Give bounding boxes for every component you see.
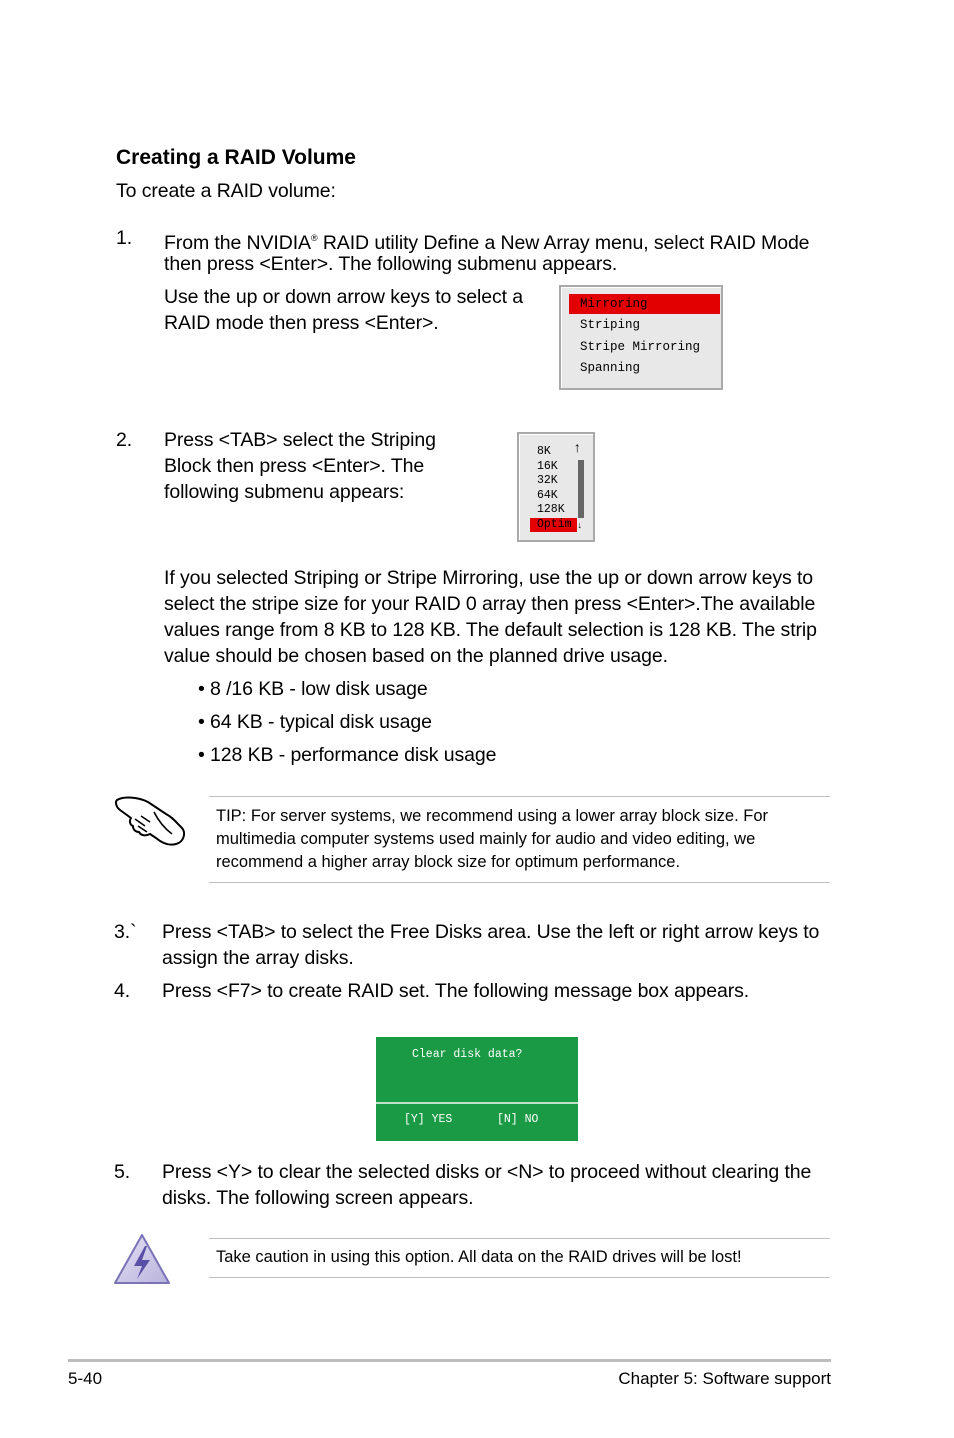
step-1-line2: then press <Enter>. The following submenu appears.	[164, 253, 618, 275]
menu-item-striping[interactable]: Striping	[580, 318, 641, 332]
step-5-line1: Press <Y> to clear the selected disks or <N> to proceed without clearing the	[162, 1161, 812, 1183]
footer-rule	[68, 1359, 831, 1362]
bullet-performance-usage: • 128 KB - performance disk usage	[198, 744, 497, 766]
step-4-line1: Press <F7> to create RAID set. The following message box appears.	[162, 980, 750, 1002]
stripe-option-8k[interactable]: 8K	[537, 445, 551, 458]
yes-button[interactable]: [Y] YES	[404, 1113, 453, 1126]
scroll-down-arrow-icon[interactable]: ↓	[577, 521, 583, 531]
step-1-number: 1.	[116, 227, 133, 249]
tip-line3: recommend a higher array block size for optimum performance.	[216, 853, 681, 871]
step-2-number: 2.	[116, 429, 133, 451]
stripe-option-optim[interactable]: Optim	[537, 518, 572, 531]
step-1-hint-line2: RAID mode then press <Enter>.	[164, 312, 439, 334]
menu-item-spanning[interactable]: Spanning	[580, 361, 641, 375]
page-number: 5-40	[68, 1369, 103, 1388]
bullet-low-usage: • 8 /16 KB - low disk usage	[198, 678, 428, 700]
warning-text: Take caution in using this option. All data on the RAID drives will be lost!	[216, 1248, 742, 1266]
pointing-hand-icon	[114, 790, 188, 848]
intro-text: To create a RAID volume:	[116, 180, 336, 202]
step-2-line2: Block then press <Enter>. The	[164, 455, 425, 477]
step-4-number: 4.	[114, 980, 131, 1002]
tip-line2: multimedia computer systems used mainly for audio and video editing, we	[216, 830, 756, 848]
step-3-number: 3.`	[114, 921, 137, 943]
dialog-message: Clear disk data?	[412, 1048, 523, 1061]
no-button[interactable]: [N] NO	[497, 1113, 539, 1126]
scrollbar[interactable]	[578, 460, 584, 518]
stripe-option-64k[interactable]: 64K	[537, 489, 558, 502]
raid-mode-menu	[559, 285, 723, 390]
tip-bottom-rule	[209, 882, 830, 883]
tip-line1: TIP: For server systems, we recommend using a lower array block size. For	[216, 807, 768, 825]
step-2-line1: Press <TAB> select the Striping	[164, 429, 436, 451]
stripe-size-menu	[517, 432, 595, 542]
tip-top-rule	[209, 796, 830, 797]
step-3-line2: assign the array disks.	[162, 947, 354, 969]
menu-item-stripe-mirroring[interactable]: Stripe Mirroring	[580, 340, 701, 354]
stripe-option-16k[interactable]: 16K	[537, 460, 558, 473]
dialog-divider	[376, 1102, 578, 1104]
step-5-line2: disks. The following screen appears.	[162, 1187, 474, 1209]
stripe-para-line4: value should be chosen based on the planned drive usage.	[164, 645, 668, 667]
stripe-para-line3: values range from 8 KB to 128 KB. The default selection is 128 KB. The strip	[164, 619, 817, 641]
step-5-number: 5.	[114, 1161, 131, 1183]
stripe-para-line2: select the stripe size for your RAID 0 array then press <Enter>.The available	[164, 593, 816, 615]
menu-item-mirroring[interactable]: Mirroring	[569, 294, 720, 314]
stripe-option-32k[interactable]: 32K	[537, 474, 558, 487]
clear-disk-dialog	[376, 1037, 578, 1141]
step-3-line1: Press <TAB> to select the Free Disks area. Use the left or right arrow keys to	[162, 921, 820, 943]
chapter-title: Chapter 5: Software support	[618, 1369, 831, 1388]
bullet-typical-usage: • 64 KB - typical disk usage	[198, 711, 432, 733]
stripe-option-128k[interactable]: 128K	[537, 503, 565, 516]
warning-bottom-rule	[209, 1277, 830, 1278]
warning-top-rule	[209, 1238, 830, 1239]
step-2-line3: following submenu appears:	[164, 481, 405, 503]
scroll-up-arrow-icon[interactable]: ↑	[573, 441, 582, 457]
stripe-para-line1: If you selected Striping or Stripe Mirroring, use the up or down arrow keys to	[164, 567, 814, 589]
warning-lightning-icon	[112, 1232, 172, 1286]
step-1-line1: From the NVIDIA® RAID utility Define a New Array menu, select RAID Mode	[164, 232, 810, 254]
step-1-hint-line1: Use the up or down arrow keys to select a	[164, 286, 523, 308]
section-title: Creating a RAID Volume	[116, 146, 356, 169]
